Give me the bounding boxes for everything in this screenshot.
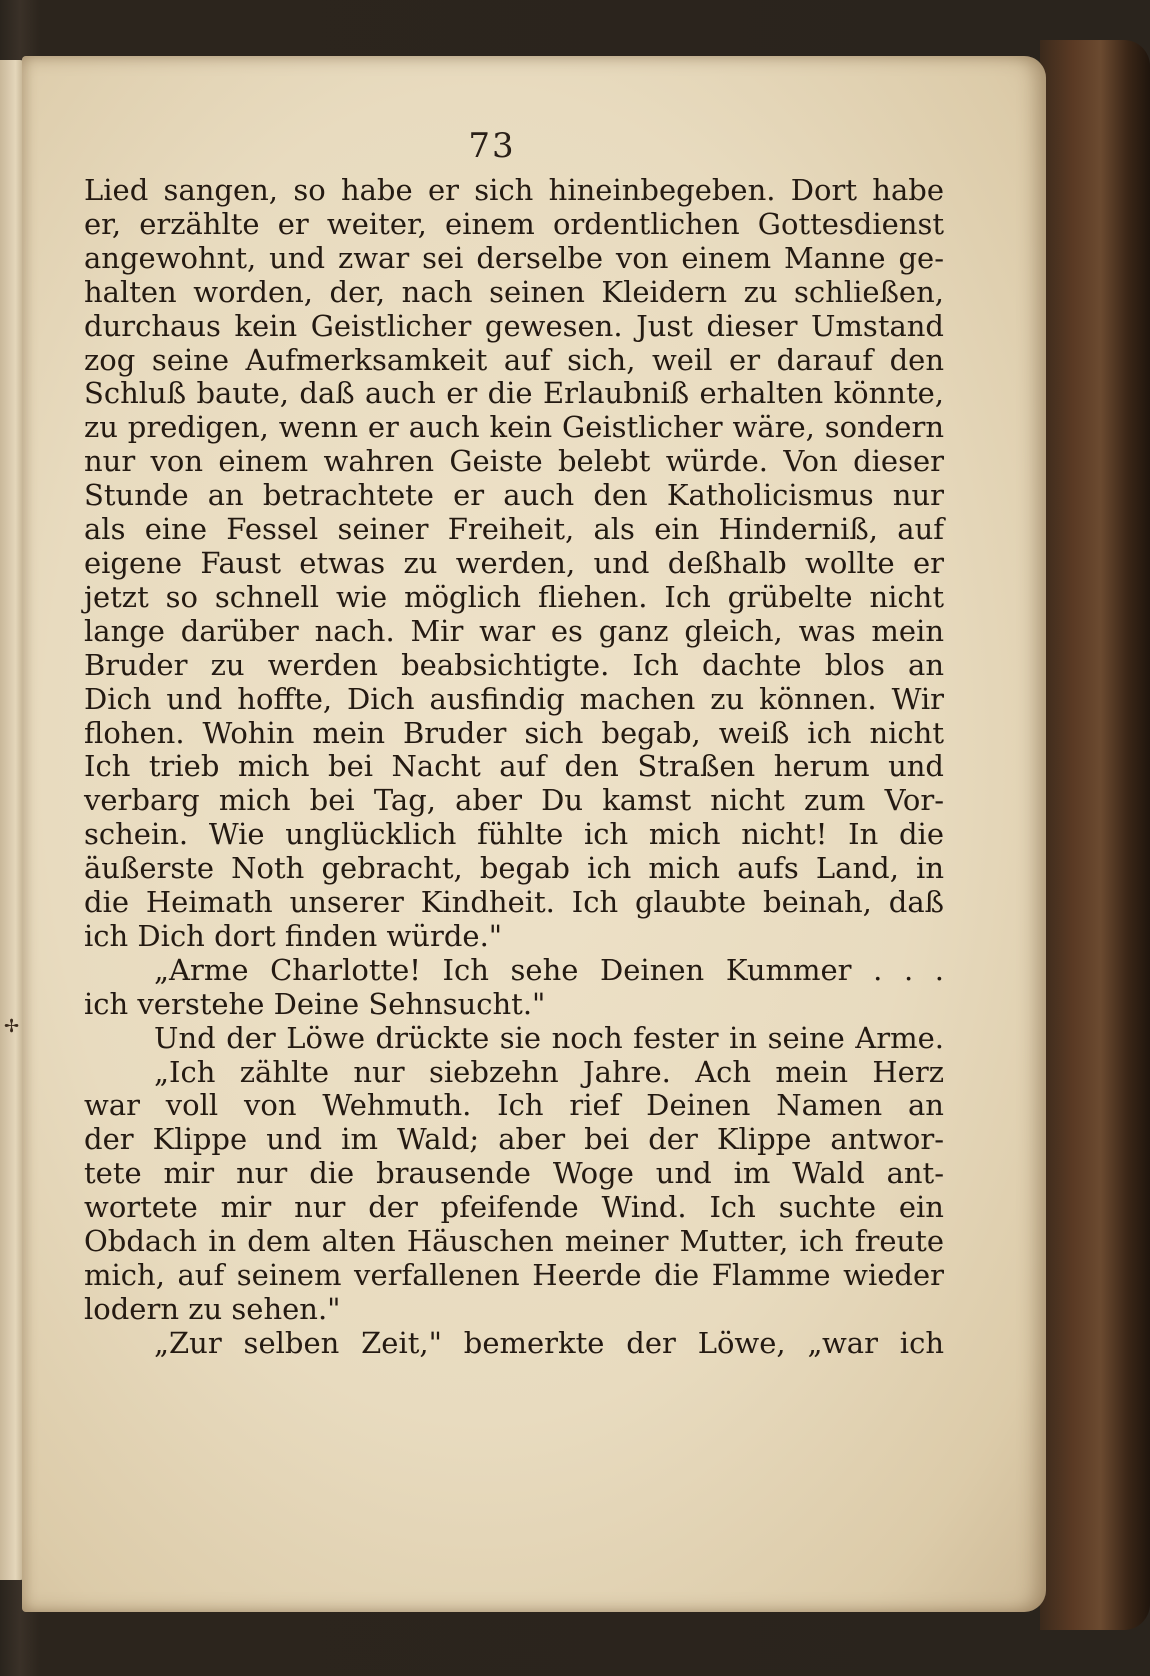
text-line: Schluß baute, daß auch er die Erlaubniß erhalten könnte, (84, 376, 944, 411)
text-line: zu predigen, wenn er auch kein Geistlicher wäre, sondern (84, 410, 944, 445)
text-line: durchaus kein Geistlicher gewesen. Just dieser Umstand (84, 308, 944, 343)
text-line: flohen. Wohin mein Bruder sich begab, weiß ich nicht (84, 715, 944, 750)
text-line: lodern zu sehen." (84, 1291, 341, 1326)
text-line: wortete mir nur der pfeifende Wind. Ich suchte ein (84, 1190, 944, 1225)
text-line: Stunde an betrachtete er auch den Katholicismus nur (84, 478, 944, 513)
text-line: zog seine Aufmerksamkeit auf sich, weil er darauf den (84, 342, 944, 377)
text-line: schein. Wie unglücklich fühlte ich mich nicht! In die (84, 817, 944, 852)
text-line: ich verstehe Deine Sehnsucht." (84, 986, 546, 1021)
book-page (22, 56, 1046, 1612)
text-line: „Ich zählte nur siebzehn Jahre. Ach mein Herz (154, 1054, 944, 1089)
text-line: Und der Löwe drückte sie noch fester in seine Arme. (154, 1020, 944, 1055)
text-line: „Zur selben Zeit," bemerkte der Löwe, „war ich (154, 1325, 944, 1360)
book-cover-edge (1040, 40, 1150, 1630)
text-line: jetzt so schnell wie möglich fliehen. Ich grübelte nicht (84, 579, 944, 614)
text-line: er, erzählte er weiter, einem ordentlichen Gottesdienst (84, 206, 944, 241)
text-line: als eine Fessel seiner Freiheit, als ein Hinderniß, auf (84, 512, 944, 547)
text-line: halten worden, der, nach seinen Kleidern zu schließen, (84, 274, 944, 309)
text-line: Ich trieb mich bei Nacht auf den Straßen herum und (84, 749, 944, 784)
text-line: Bruder zu werden beabsichtigte. Ich dachte blos an (84, 647, 944, 682)
text-line: war voll von Wehmuth. Ich rief Deinen Namen an (84, 1088, 944, 1123)
text-line: äußerste Noth gebracht, begab ich mich aufs Land, in (84, 851, 944, 886)
text-line: lange darüber nach. Mir war es ganz gleich, was mein (84, 613, 944, 648)
text-line: eigene Faust etwas zu werden, und deßhalb wollte er (84, 545, 944, 580)
text-line: nur von einem wahren Geiste belebt würde. Von dieser (84, 444, 944, 479)
text-line: „Arme Charlotte! Ich sehe Deinen Kummer . . . (154, 952, 944, 987)
text-line: angewohnt, und zwar sei derselbe von einem Manne ge- (84, 240, 944, 275)
text-line: ich Dich dort finden würde." (84, 918, 503, 953)
text-line: Dich und hoffte, Dich ausfindig machen zu können. Wir (84, 681, 944, 716)
page-number: 73 (468, 126, 516, 166)
text-line: Obdach in dem alten Häuschen meiner Mutter, ich freute (84, 1224, 944, 1259)
text-line: der Klippe und im Wald; aber bei der Klippe antwor- (84, 1122, 944, 1157)
margin-mark-icon: ✢ (4, 1016, 20, 1037)
text-line: verbarg mich bei Tag, aber Du kamst nicht zum Vor- (84, 783, 944, 818)
text-line: die Heimath unserer Kindheit. Ich glaubte beinah, daß (84, 885, 944, 920)
text-line: Lied sangen, so habe er sich hineinbegeben. Dort habe (84, 173, 944, 207)
body-text (84, 174, 944, 1361)
text-line: tete mir nur die brausende Woge und im Wald ant- (84, 1156, 944, 1191)
text-line: mich, auf seinem verfallenen Heerde die Flamme wieder (84, 1258, 944, 1292)
